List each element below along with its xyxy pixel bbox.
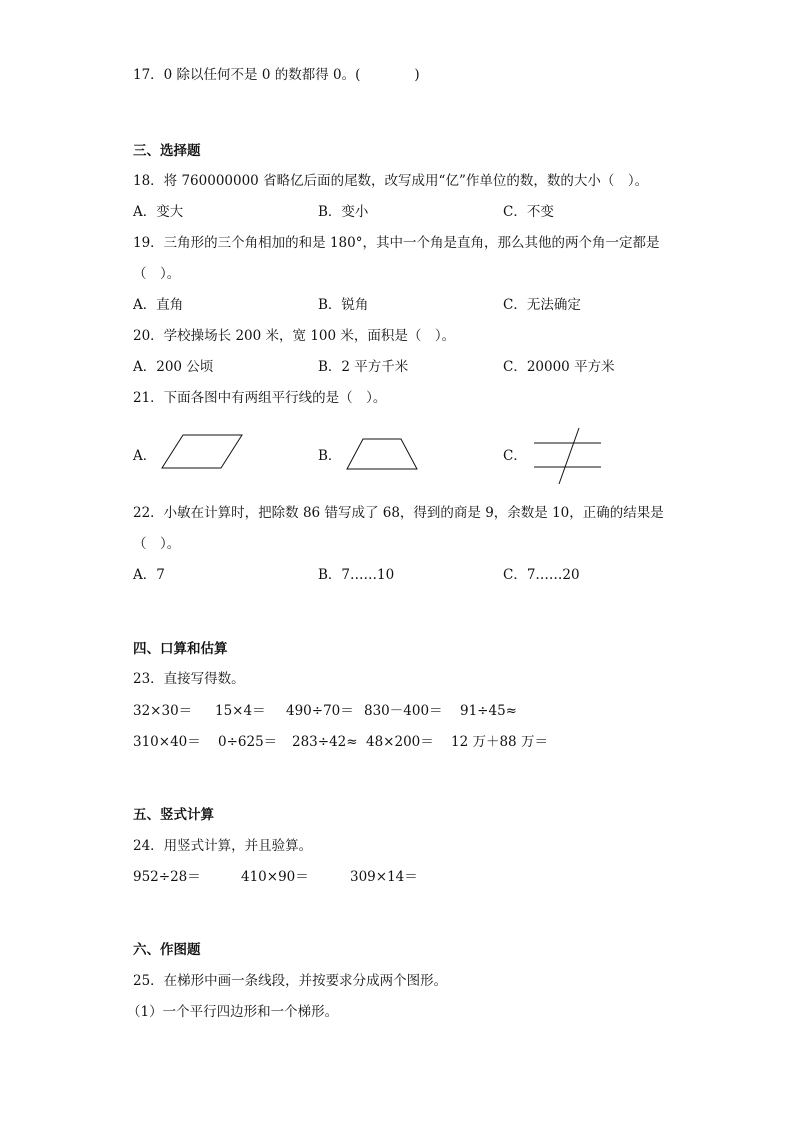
calc-item: 490÷70＝ [286, 703, 354, 719]
question-24: 24．用竖式计算，并且验算。 [133, 838, 313, 854]
q22-option-b: B．7……10 [318, 567, 395, 583]
calc-item: 283÷42≈ [292, 734, 358, 750]
section-heading-drawing: 六、作图题 [133, 942, 201, 958]
question-22-line2: （ ）。 [133, 536, 181, 552]
question-23: 23．直接写得数。 [133, 671, 245, 687]
calc-item: 310×40＝ [133, 734, 201, 750]
q20-option-a: A．200 公顷 [133, 359, 214, 375]
q19-option-a: A．直角 [133, 297, 184, 313]
q22-option-a: A．7 [133, 567, 165, 583]
q18-option-a: A．变大 [133, 204, 184, 220]
q21-option-a: A． [133, 448, 157, 464]
calc-item: 830－400＝ [364, 703, 443, 719]
calc-item: 32×30＝ [133, 703, 193, 719]
calc-item: 15×4＝ [215, 703, 266, 719]
q19-option-c: C．无法确定 [503, 297, 581, 313]
trapezoid-figure [345, 437, 419, 471]
section-heading-choice: 三、选择题 [133, 143, 201, 159]
calc-item: 48×200＝ [366, 734, 434, 750]
calc-item: 91÷45≈ [460, 703, 517, 719]
q21-option-b: B． [318, 448, 342, 464]
q20-option-c: C．20000 平方米 [503, 359, 615, 375]
section-heading-vertical-calc: 五、竖式计算 [133, 807, 214, 823]
q20-option-b: B．2 平方千米 [318, 359, 409, 375]
question-19-line2: （ ）。 [133, 266, 181, 282]
question-18: 18．将 760000000 省略亿后面的尾数，改写成用“亿”作单位的数，数的大小（ ）。 [133, 173, 649, 189]
q19-option-b: B．锐角 [318, 297, 369, 313]
q22-option-c: C．7……20 [503, 567, 580, 583]
calc-item: 952÷28＝ [133, 869, 201, 885]
calc-item: 12 万＋88 万＝ [451, 734, 548, 750]
question-17: 17．0 除以任何不是 0 的数都得 0。( ) [133, 67, 420, 83]
q18-option-b: B．变小 [318, 204, 369, 220]
question-25: 25．在梯形中画一条线段，并按要求分成两个图形。 [133, 973, 448, 989]
question-20: 20．学校操场长 200 米，宽 100 米，面积是（ ）。 [133, 328, 456, 344]
section-heading-mental-calc: 四、口算和估算 [133, 641, 228, 657]
question-21: 21．下面各图中有两组平行线的是（ ）。 [133, 390, 387, 406]
calc-item: 0÷625＝ [218, 734, 278, 750]
calc-item: 309×14＝ [350, 869, 418, 885]
parallelogram-figure [160, 433, 244, 471]
question-19-line1: 19．三角形的三个角相加的和是 180°，其中一个角是直角，那么其他的两个角一定都是 [133, 235, 660, 251]
question-25-sub1: （1）一个平行四边形和一个梯形。 [127, 1004, 339, 1020]
q21-option-c: C． [503, 448, 527, 464]
parallel-lines-with-transversal-figure [533, 426, 603, 486]
question-22-line1: 22．小敏在计算时，把除数 86 错写成了 68，得到的商是 9，余数是 10，正确的结果是 [133, 505, 664, 521]
calc-item: 410×90＝ [241, 869, 309, 885]
q18-option-c: C．不变 [503, 204, 554, 220]
